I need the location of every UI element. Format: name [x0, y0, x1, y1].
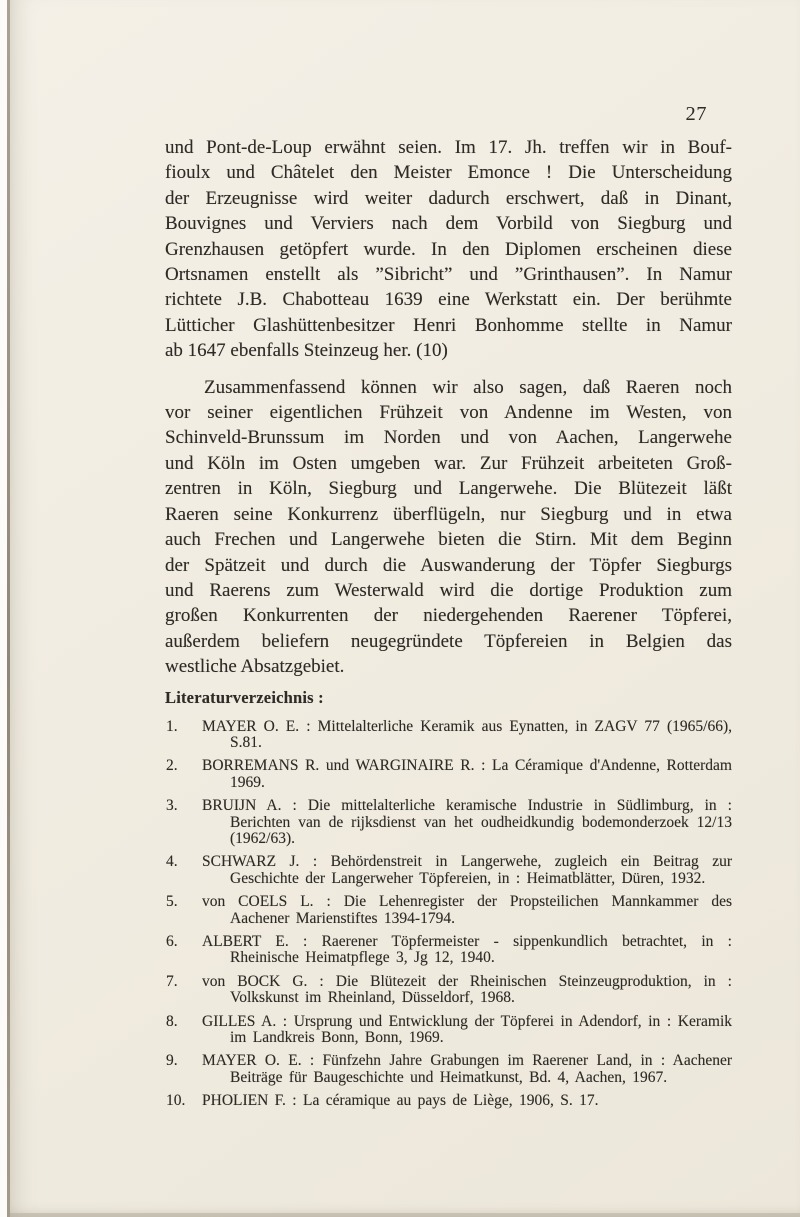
reference-text: BORREMANS R. und WARGINAIRE R. : La Céramique d'Andenne, Rotterdam 1969. — [202, 757, 732, 791]
reference-text: GILLES A. : Ursprung und Entwicklung der Töpferei in Adendorf, in : Keramik im Landkreis Bonn, Bonn, 1969. — [202, 1012, 732, 1047]
reference-number: 10. — [166, 1092, 186, 1110]
reference-text: von BOCK G. : Die Blütezeit der Rheinischen Steinzeugproduktion, in : Volkskunst im Rheinland, Düsseldorf, 1968. — [202, 972, 732, 1007]
reference-item — [165, 894, 732, 927]
text-line: und Köln im Osten umgeben war. Zur Frühzeit arbeiteten Groß- — [165, 452, 732, 474]
text-line: großen Konkurrenten der niedergehenden Raerener Töpferei, — [165, 605, 732, 627]
reference-item — [165, 974, 732, 1007]
reference-item — [165, 758, 732, 791]
text-line: auch Frechen und Langerwehe bieten die Stirn. Mit dem Beginn — [165, 529, 732, 551]
reference-text: MAYER O. E. : Fünfzehn Jahre Grabungen im Raerener Land, in : Aachener Beiträge für Baugeschichte und Heimatkunst, Bd. 4, Aachen, 1967. — [202, 1052, 732, 1086]
text-line: ab 1647 ebenfalls Steinzeug her. (10) — [165, 340, 448, 362]
reference-item — [165, 798, 732, 847]
reference-number: 7. — [166, 972, 178, 990]
text-line: und Raerens zum Westerwald wird die dortige Produktion zum — [165, 579, 732, 601]
text-line: der Erzeugnisse wird weiter dadurch erschwert, daß in Dinant, — [165, 187, 732, 209]
reference-number: 6. — [166, 933, 178, 950]
text-line: westliche Absatzgebiet. — [165, 656, 345, 678]
reference-item — [165, 719, 732, 752]
paragraph-1 — [165, 135, 732, 364]
reference-text: ALBERT E. : Raerener Töpfermeister - sippenkundlich betrachtet, in : Rheinische Heimatpflege 3, Jg 12, 1940. — [202, 933, 732, 967]
text-block — [165, 135, 732, 1117]
reference-number: 9. — [166, 1052, 178, 1070]
reference-text: PHOLIEN F. : La céramique au pays de Liège, 1906, S. 17. — [202, 1092, 599, 1110]
reference-list — [165, 719, 732, 1110]
text-line: Raeren seine Konkurrenz überflügeln, nur Siegburg und in etwa — [165, 503, 732, 525]
text-line: Ortsnamen enstellt als ”Sibricht” und ”Grinthausen”. In Namur — [165, 264, 732, 286]
reference-number: 4. — [166, 853, 178, 871]
reference-number: 3. — [166, 797, 178, 815]
text-line: zentren in Köln, Siegburg und Langerwehe. Die Blütezeit läßt — [165, 478, 732, 500]
reference-text: BRUIJN A. : Die mittelalterliche keramische Industrie in Südlimburg, in : Berichten van de rijksdienst van het oudheidkundig bodemonderzoek 12/13 (1962/63). — [202, 797, 732, 847]
reference-item — [165, 934, 732, 967]
reference-item — [165, 1014, 732, 1047]
reference-number: 2. — [166, 757, 178, 775]
reference-item — [165, 854, 732, 887]
reference-text: von COELS L. : Die Lehenregister der Propsteilichen Mannkammer des Aachener Marienstiftes 1394-1794. — [202, 893, 732, 927]
text-line: richtete J.B. Chabotteau 1639 eine Werkstatt ein. Der berühmte — [165, 289, 732, 311]
text-line: Lütticher Glashüttenbesitzer Henri Bonhomme stellte in Namur — [165, 314, 732, 336]
text-line: Grenzhausen getöpfert wurde. In den Diplomen erscheinen diese — [165, 238, 732, 260]
text-line: außerdem beliefern neugegründete Töpfereien in Belgien das — [165, 630, 732, 652]
paragraph-2 — [165, 375, 732, 680]
paper-surface — [10, 0, 800, 1217]
text-line: Zusammenfassend können wir also sagen, daß Raeren noch — [204, 376, 732, 398]
page-bottom-edge-shadow — [10, 1213, 800, 1217]
text-line: fioulx und Châtelet den Meister Emonce ! Die Unterscheidung — [165, 162, 732, 184]
reference-item — [165, 1093, 732, 1109]
reference-number: 8. — [166, 1012, 178, 1030]
page-number: 27 — [685, 103, 707, 125]
text-line: vor seiner eigentlichen Frühzeit von Andenne im Westen, von — [165, 402, 732, 424]
text-line: Bouvignes und Verviers nach dem Vorbild von Siegburg und — [165, 213, 732, 235]
text-line: und Pont-de-Loup erwähnt seien. Im 17. Jh. treffen wir in Bouf- — [165, 137, 732, 158]
reference-number: 5. — [166, 893, 178, 911]
reference-number: 1. — [166, 717, 178, 735]
reference-text: SCHWARZ J. : Behördenstreit in Langerwehe, zugleich ein Beitrag zur Geschichte der Langerweher Töpfereien, in : Heimatblätter, Düren, 1932. — [202, 853, 732, 887]
text-line: der Spätzeit und durch die Auswanderung der Töpfer Siegburgs — [165, 554, 732, 576]
text-line: Schinveld-Brunssum im Norden und von Aachen, Langerwehe — [165, 427, 732, 449]
bibliography-heading: Literaturverzeichnis : — [165, 687, 324, 707]
reference-item — [165, 1053, 732, 1086]
reference-text: MAYER O. E. : Mittelalterliche Keramik aus Eynatten, in ZAGV 77 (1965/66), S.81. — [202, 717, 732, 751]
